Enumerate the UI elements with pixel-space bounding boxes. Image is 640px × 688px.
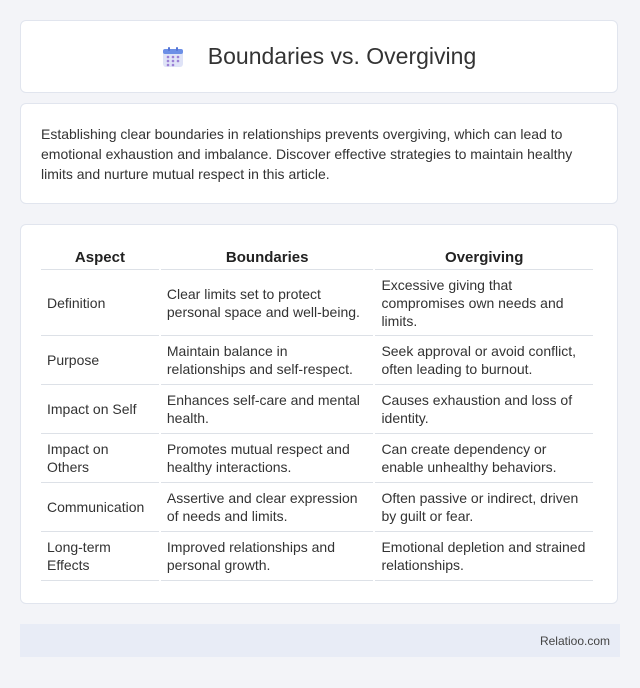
table-row [41,270,593,336]
cell-aspect: Long-term Effects [41,532,159,581]
cell-overgiving: Excessive giving that compromises own needs and limits. [375,270,593,336]
cell-overgiving: Seek approval or avoid conflict, often leading to burnout. [375,336,593,385]
header-overgiving: Overgiving [375,244,593,270]
table-row [41,385,593,434]
comparison-table [39,244,595,581]
table-header-row [41,244,593,270]
footer-text: Relatioo.com [539,633,610,648]
cell-boundaries: Enhances self-care and mental health. [161,385,374,434]
intro-card [20,103,618,204]
table-card [20,224,618,604]
table-row [41,336,593,385]
cell-aspect: Impact on Self [41,385,159,434]
footer [20,624,620,657]
calendar-icon [162,46,184,68]
cell-aspect: Definition [41,270,159,336]
cell-boundaries: Maintain balance in relationships and self-respect. [161,336,374,385]
header [162,43,476,70]
cell-boundaries: Assertive and clear expression of needs and limits. [161,483,374,532]
cell-aspect: Communication [41,483,159,532]
cell-aspect: Purpose [41,336,159,385]
table-row [41,434,593,483]
header-card [20,20,618,93]
header-boundaries: Boundaries [161,244,374,270]
table-row [41,483,593,532]
cell-overgiving: Emotional depletion and strained relationships. [375,532,593,581]
header-aspect: Aspect [41,244,159,270]
cell-aspect: Impact on Others [41,434,159,483]
table-row [41,532,593,581]
intro-text: Establishing clear boundaries in relationships prevents overgiving, which can lead to emotional exhaustion and imbalance. Discover effective strategies to maintain healthy limits and nurture mutual respect in this article. [41,126,573,182]
cell-overgiving: Causes exhaustion and loss of identity. [375,385,593,434]
page-title: Boundaries vs. Overgiving [207,43,477,69]
cell-boundaries: Clear limits set to protect personal space and well-being. [161,270,374,336]
cell-overgiving: Can create dependency or enable unhealthy behaviors. [375,434,593,483]
cell-boundaries: Promotes mutual respect and healthy interactions. [161,434,374,483]
cell-overgiving: Often passive or indirect, driven by guilt or fear. [375,483,593,532]
cell-boundaries: Improved relationships and personal growth. [161,532,374,581]
